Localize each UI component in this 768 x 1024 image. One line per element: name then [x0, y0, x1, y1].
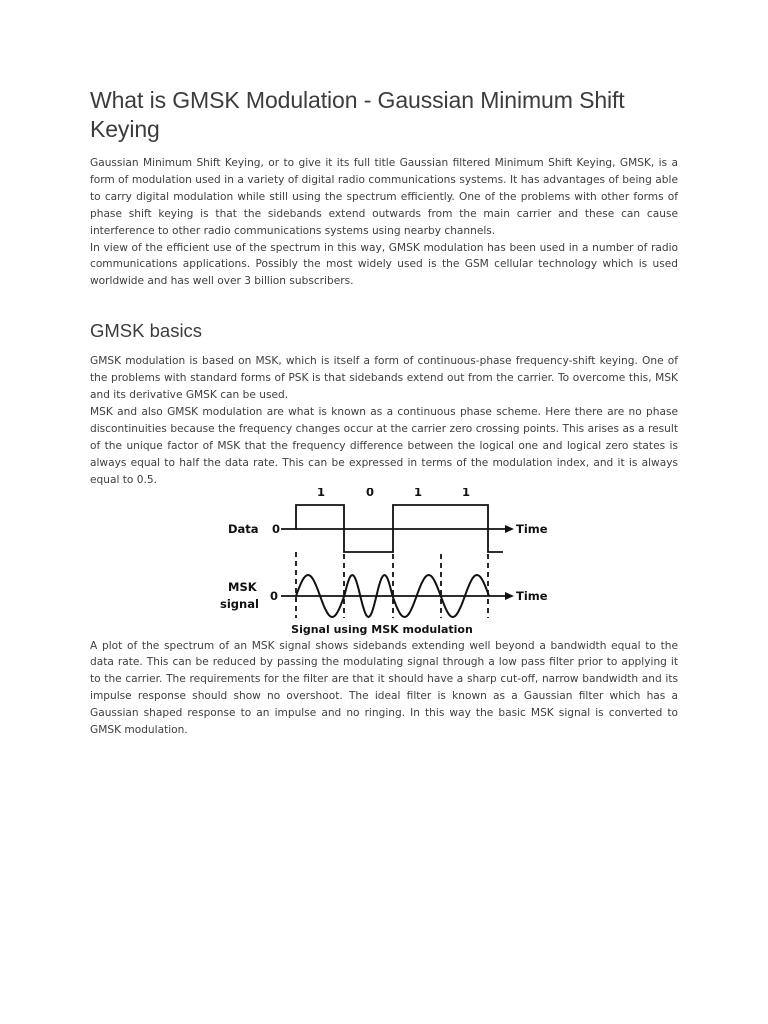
data-axis-arrowhead [505, 525, 514, 533]
section-paragraph-2: MSK and also GMSK modulation are what is known as a continuous phase scheme. Here there are no phase discontinuities because the frequency changes occur at the carrier zero crossing points. This arises as a result of the unique factor of MSK that the frequency difference between the logical one and logical zero states is always equal to half the data rate. This can be expressed in terms of the modulation index, and it is always equal to 0.5. [90, 405, 678, 486]
section-heading: GMSK basics [90, 320, 203, 342]
msk-figure [90, 488, 678, 638]
msk-label: MSK [228, 579, 257, 594]
closing-paragraph: A plot of the spectrum of an MSK signal shows sidebands extending well beyond a bandwidth equal to the data rate. This can be reduced by passing the modulating signal through a low pass filter prior to applying it to the carrier. The requirements for the filter are that it should have a sharp cut-off, narrow bandwidth and its impulse response should show no overshoot. The ideal filter is known as a Gaussian filter which has a Gaussian shaped response to an impulse and no ringing. In this way the basic MSK signal is converted to GMSK modulation. [90, 639, 678, 737]
time-label: Time [516, 588, 548, 603]
page-title: What is GMSK Modulation - Gaussian Minimum Shift Keying [90, 87, 625, 142]
time-label: Time [516, 521, 548, 536]
intro-paragraph-2: In view of the efficient use of the spectrum in this way, GMSK modulation has been used in a number of radio communications applications. Possibly the most widely used is the GSM cellular technology which is used worldwide and has well over 3 billion subscribers. [90, 241, 678, 288]
zero-label: 0 [270, 588, 279, 603]
bit-label: 1 [461, 487, 471, 499]
msk-label: signal [220, 596, 259, 611]
intro-paragraph-1: Gaussian Minimum Shift Keying, or to give it its full title Gaussian filtered Minimum Shift Keying, GMSK, is a form of modulation used in a variety of digital radio communications systems. It has advantages of being able to carry digital modulation while still using the spectrum efficiently. One of the problems with other forms of phase shift keying is that the sidebands extend outwards from the main carrier and these can cause interference to other radio communications systems using nearby channels. [90, 157, 678, 237]
figure-caption: Signal using MSK modulation [291, 622, 473, 636]
section-paragraph-1: GMSK modulation is based on MSK, which is itself a form of continuous-phase frequency-shift keying. One of the problems with standard forms of PSK is that sidebands extend out from the carrier. To overcome this, MSK and its derivative GMSK can be used. [90, 355, 678, 402]
zero-label: 0 [272, 521, 281, 536]
data-label: Data [228, 521, 259, 536]
article [90, 86, 678, 739]
msk-axis-arrowhead [505, 592, 514, 600]
msk-diagram [90, 488, 678, 638]
bit-label: 1 [413, 487, 423, 499]
bit-label: 1 [316, 487, 326, 499]
bit-label: 0 [365, 487, 375, 499]
